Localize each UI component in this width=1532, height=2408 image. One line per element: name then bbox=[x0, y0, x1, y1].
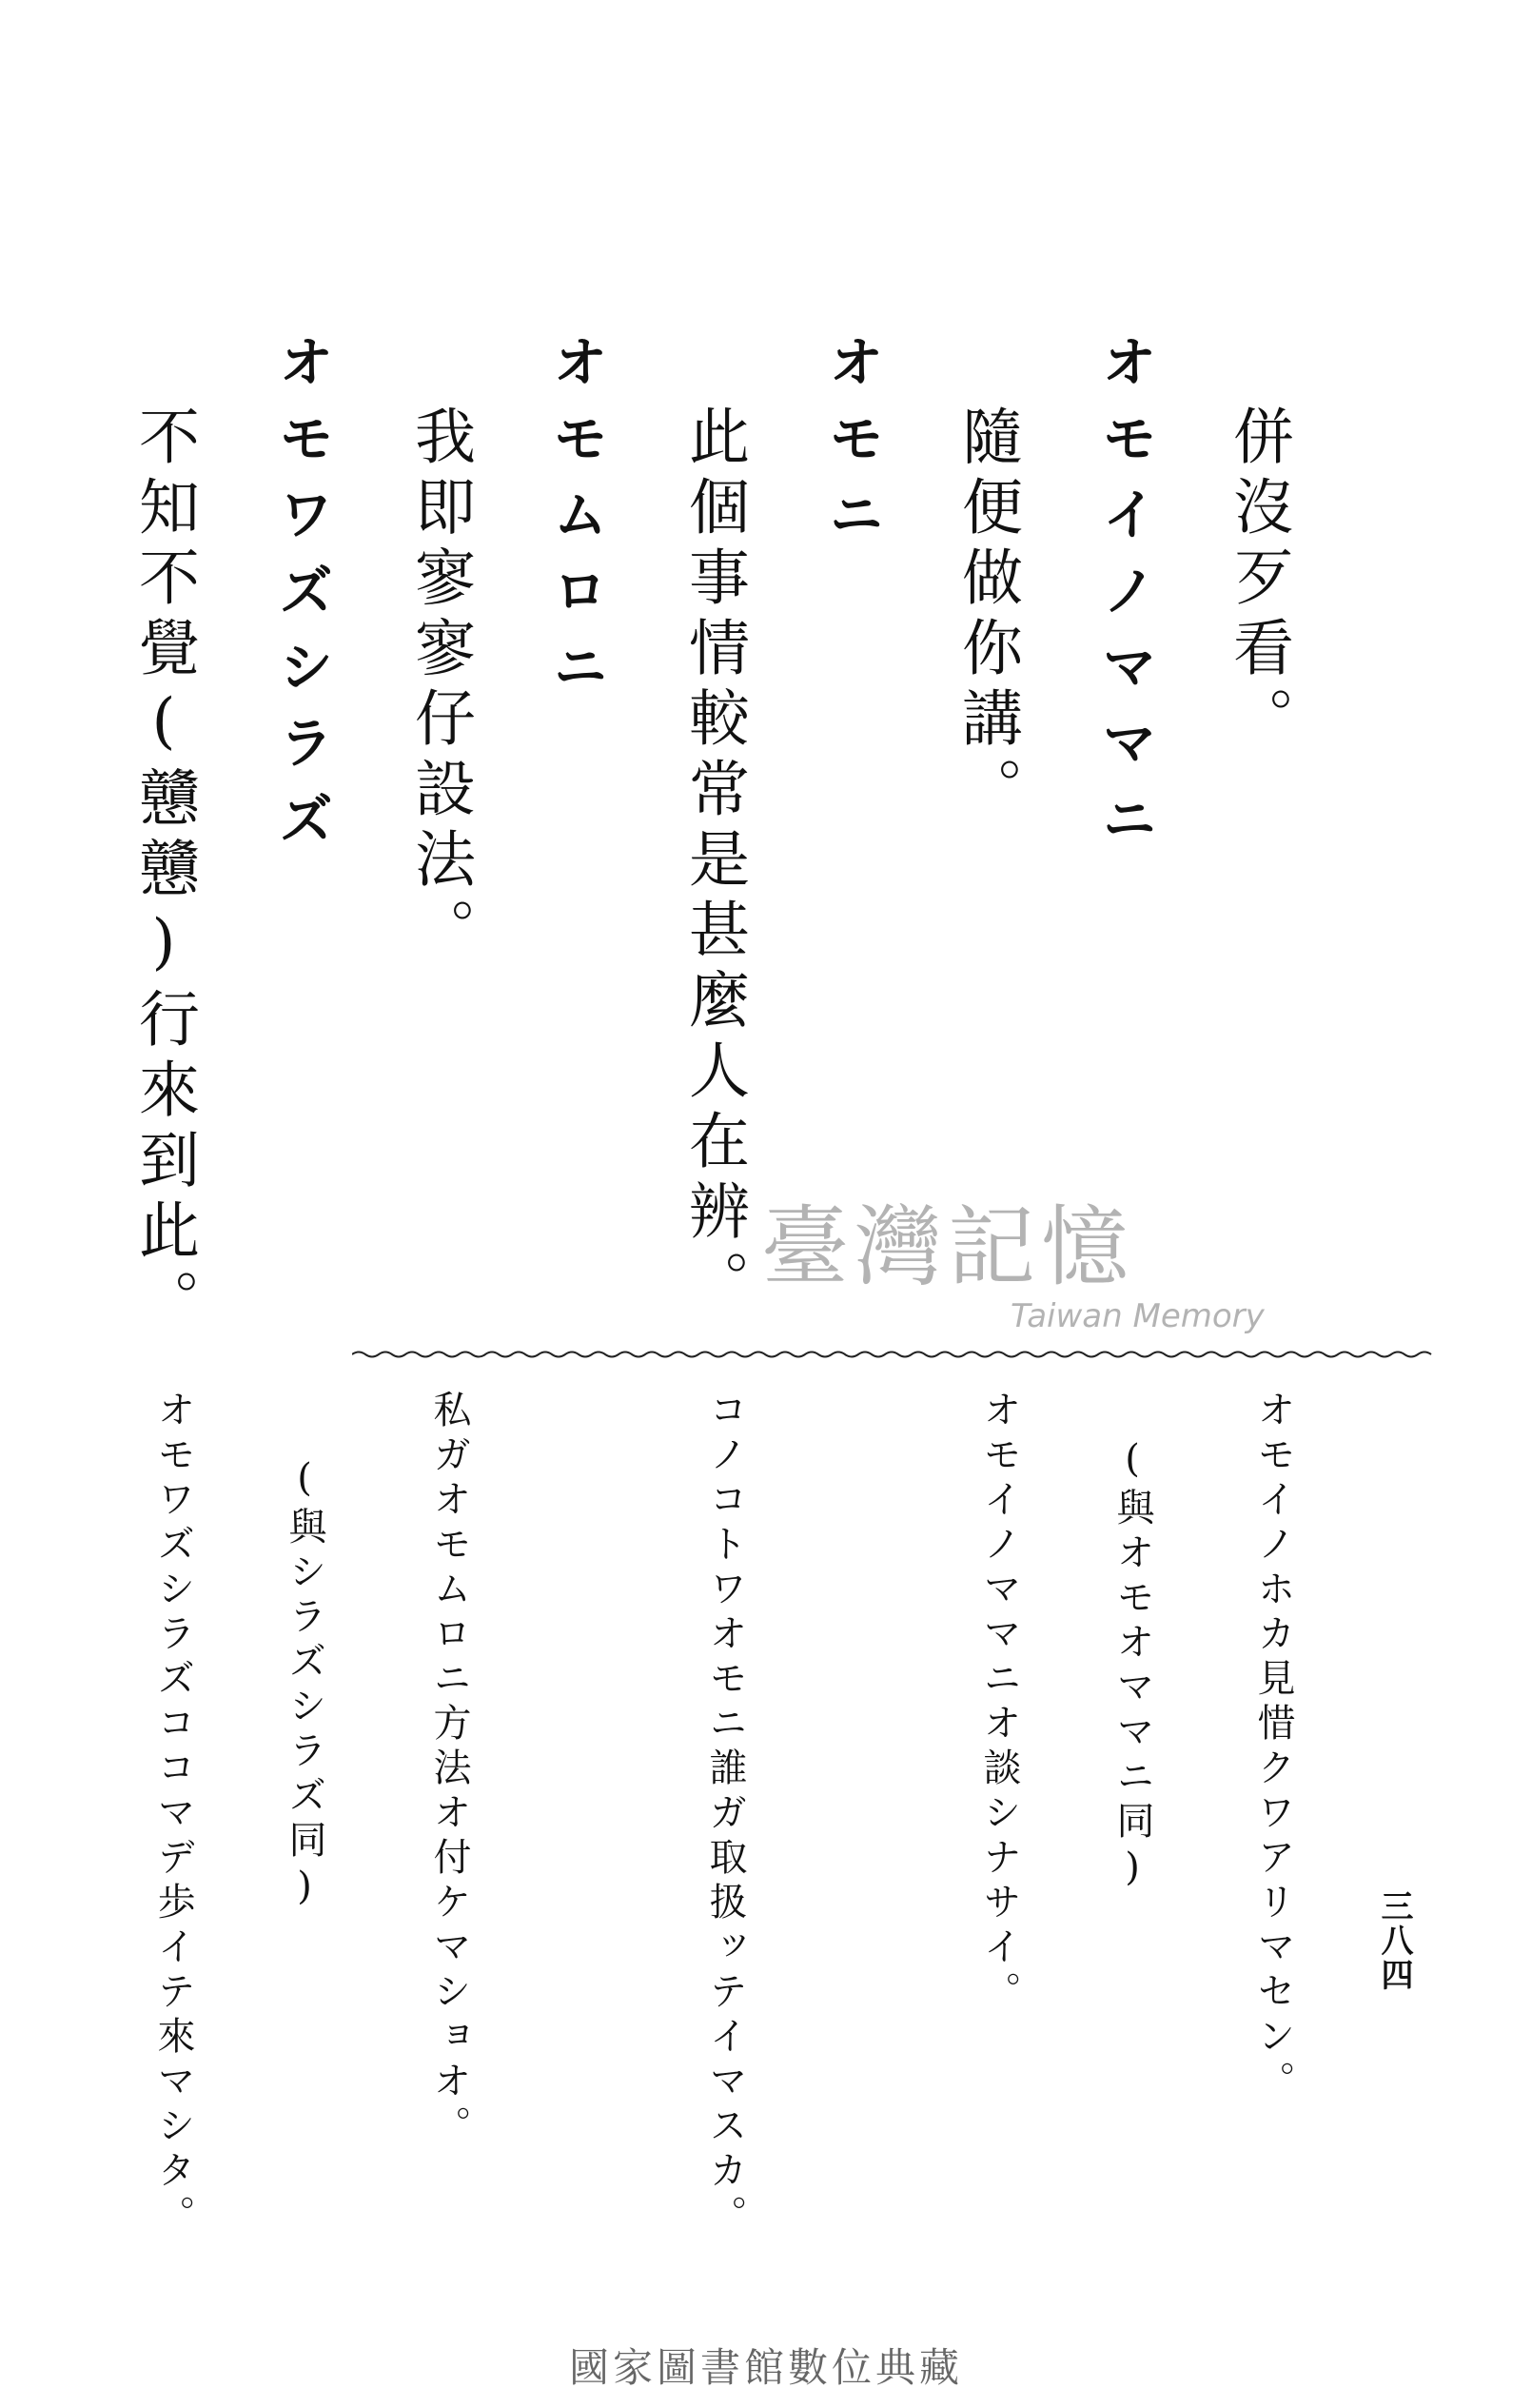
upper-heading-omoni: オモニ bbox=[819, 333, 884, 562]
watermark-title: 臺灣記憶 bbox=[761, 1196, 1135, 1298]
upper-col-9: 不知不覺(戇戇)行來到此。 bbox=[128, 405, 199, 1339]
lower-col-3: オモイノママニオ談シナサイ。 bbox=[977, 1390, 1021, 2016]
upper-col-1: 併沒歹看。 bbox=[1223, 405, 1293, 757]
footer-caption: 國家圖書館數位典藏 bbox=[568, 2344, 963, 2391]
upper-heading-omowazushirazu: オモワズシラズ bbox=[269, 333, 334, 866]
lower-col-1: オモイノホカ見惜クワアリマセン。 bbox=[1251, 1390, 1295, 2105]
lower-col-7: オモワズシラズココマデ歩イテ來マシタ。 bbox=[151, 1390, 195, 2240]
upper-col-5: 此個事情較常是甚麼人在辨。 bbox=[678, 405, 749, 1320]
lower-col-5: 私ガオモムロニ方法オ付ケマショオ。 bbox=[427, 1390, 471, 2150]
lower-col-2: (與オモオママニ同) bbox=[1110, 1437, 1154, 1896]
upper-col-7: 我即寥寥仔設法。 bbox=[404, 405, 475, 968]
upper-col-3: 隨便做你講。 bbox=[952, 405, 1022, 827]
lower-col-4: コノコトワオモニ誰ガ取扱ッテイマスカ。 bbox=[703, 1390, 747, 2240]
upper-heading-omoinomamani: オモイノママニ bbox=[1092, 333, 1157, 866]
wavy-divider bbox=[352, 1350, 1437, 1359]
lower-col-6: (與シラズシラズ同) bbox=[283, 1456, 326, 1915]
page-number: 三八四 bbox=[1375, 1889, 1413, 1992]
watermark-subtitle: Taiwan Memory bbox=[1011, 1297, 1265, 1335]
upper-heading-omomuroni: オモムロニ bbox=[543, 333, 608, 714]
